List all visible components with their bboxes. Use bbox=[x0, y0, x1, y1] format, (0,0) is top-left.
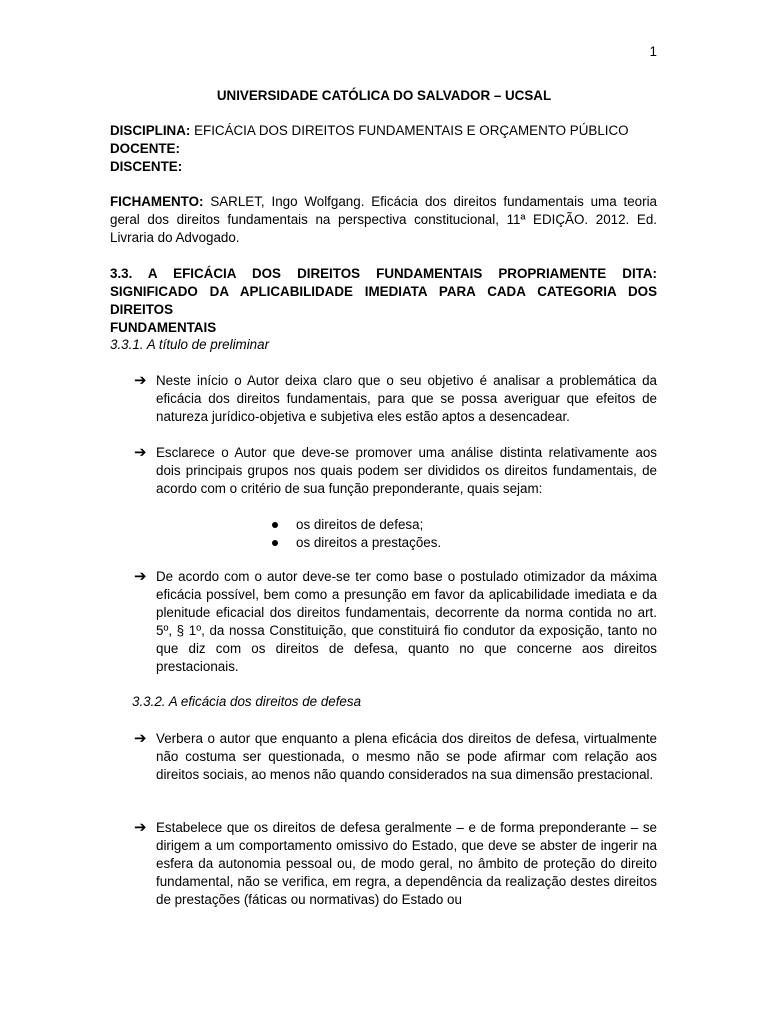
bullet-item bbox=[134, 819, 657, 909]
bullet-item bbox=[134, 730, 657, 784]
disciplina-value: EFICÁCIA DOS DIREITOS FUNDAMENTAIS E ORÇAMENTO PÚBLICO bbox=[190, 123, 629, 138]
bullet-dot-icon bbox=[272, 540, 278, 546]
bullet-item bbox=[134, 372, 657, 426]
sublist bbox=[270, 516, 441, 552]
right-arrow-icon: ➔ bbox=[134, 444, 147, 461]
document-title: UNIVERSIDADE CATÓLICA DO SALVADOR – UCSAL bbox=[216, 88, 552, 103]
bullet-item bbox=[134, 568, 657, 676]
subsection-heading-1: 3.3.1. A título de preliminar bbox=[110, 337, 270, 352]
bullet-item bbox=[134, 444, 657, 498]
sublist-item bbox=[270, 516, 441, 534]
bullet-text: Estabelece que os direitos de defesa geralmente – e de forma preponderante – se dirigem a um comportamento omissivo do Estado, que deve se abster de ingerir na esfera da autonomia pessoal ou, de modo geral, no âmbito de proteção do direito fundamental, não se verifica, em regra, a dependência da realização destes direitos de prestações (fáticas ou normativas) do Estado ou bbox=[156, 820, 657, 907]
bullet-text: Neste início o Autor deixa claro que o seu objetivo é analisar a problemática da eficácia dos direitos fundamentais, para que se possa averiguar que efeitos de natureza jurídico-objetiva e subjetiva eles estão aptos a desencadear. bbox=[156, 373, 657, 424]
right-arrow-icon: ➔ bbox=[134, 730, 147, 747]
sublist-item bbox=[270, 534, 441, 552]
disciplina-label: DISCIPLINA: bbox=[110, 123, 191, 138]
header-block bbox=[110, 122, 629, 176]
sublist-item-text: os direitos de defesa; bbox=[296, 517, 424, 532]
page-number: 1 bbox=[649, 44, 657, 59]
section-heading-last: FUNDAMENTAIS bbox=[110, 320, 217, 335]
section-heading-main: 3.3. A EFICÁCIA DOS DIREITOS FUNDAMENTAIS PROPRIAMENTE DITA: SIGNIFICADO DA APLICABILIDADE IMEDIATA PARA CADA CATEGORIA DOS DIREITOS bbox=[110, 266, 657, 317]
fichamento-paragraph bbox=[110, 193, 657, 247]
discente-label: DISCENTE: bbox=[110, 159, 183, 174]
docente-label: DOCENTE: bbox=[110, 141, 180, 156]
disciplina-line bbox=[110, 122, 629, 140]
fichamento-text: SARLET, Ingo Wolfgang. Eficácia dos direitos fundamentais uma teoria geral dos direitos fundamentais na perspectiva constitucional, 11ª EDIÇÃO. 2012. Ed. Livraria do Advogado. bbox=[110, 194, 657, 245]
right-arrow-icon: ➔ bbox=[134, 372, 147, 389]
bullet-text: De acordo com o autor deve-se ter como base o postulado otimizador da máxima eficácia possível, bem como a presunção em favor da aplicabilidade imediata e da plenitude eficacial dos direitos fundamentais, decorrente da norma contida no art. 5º, § 1º, da nossa Constituição, que constituirá fio condutor da exposição, tanto no que diz com os direitos de defesa, quanto no que concerne aos direitos prestacionais. bbox=[156, 569, 657, 674]
right-arrow-icon: ➔ bbox=[134, 819, 147, 836]
section-heading bbox=[110, 265, 657, 337]
right-arrow-icon: ➔ bbox=[134, 568, 147, 585]
subsection-heading-2: 3.3.2. A eficácia dos direitos de defesa bbox=[132, 694, 362, 709]
sublist-item-text: os direitos a prestações. bbox=[296, 535, 442, 550]
bullet-dot-icon bbox=[272, 522, 278, 528]
bullet-text: Esclarece o Autor que deve-se promover uma análise distinta relativamente aos dois principais grupos nos quais podem ser divididos os direitos fundamentais, de acordo com o critério de sua função preponderante, quais sejam: bbox=[156, 445, 657, 496]
bullet-text: Verbera o autor que enquanto a plena eficácia dos direitos de defesa, virtualmente não costuma ser questionada, o mesmo não se pode afirmar com relação aos direitos sociais, ao menos não quando considerados na sua dimensão prestacional. bbox=[156, 731, 657, 782]
fichamento-label: FICHAMENTO: bbox=[110, 194, 204, 209]
